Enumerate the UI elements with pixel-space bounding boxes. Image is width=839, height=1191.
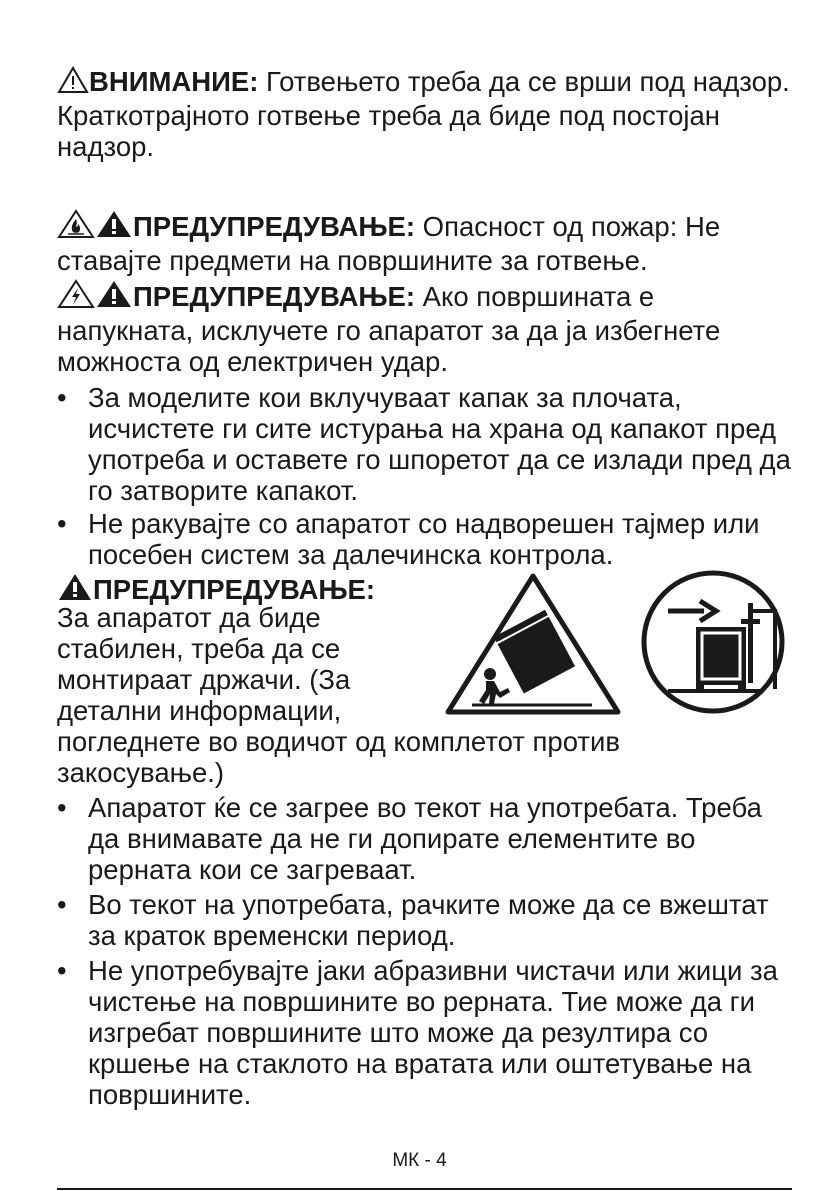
stability-warning-label: ПРЕДУПРЕДУВАЊЕ:: [93, 574, 376, 605]
list-item: [57, 955, 792, 1110]
bullet-icon: •: [57, 889, 67, 920]
warning-filled-icon: [95, 279, 133, 315]
electric-warning-text: Ако површината е напукната, исклучете го апаратот за да ја избегнете можноста од електричен удар.: [57, 281, 721, 377]
fire-hazard-icon: [57, 209, 95, 245]
list-item-text: Во текот на употребата, рачките може да се вжештат за краток временски период.: [88, 889, 769, 951]
caution-supervision: [57, 66, 792, 162]
stability-warning-text-continued: погледнете во водичот од комплетот против закосување.): [57, 726, 620, 788]
fire-warning-label: ПРЕДУПРЕДУВАЊЕ:: [133, 211, 416, 242]
bullet-icon: •: [57, 382, 67, 413]
anti-tip-bracket-icon: [640, 569, 786, 720]
stability-warning-text: За апаратот да биде стабилен, треба да се монтираат држачи. (За детални информации,: [57, 602, 351, 726]
page-number: МК - 4: [392, 1150, 447, 1171]
bullet-icon: •: [57, 508, 67, 539]
bullet-icon: •: [57, 955, 67, 986]
fire-warning-text: Опасност од пожар: Не ставајте предмети на површините за готвење.: [57, 211, 721, 276]
list-item-text: Не употребувајте јаки абразивни чистачи или жици за чистење на површините во рерната. Тие може да ги изгребат површините што може да резултира со кршење на стаклото на вратата или оштетување на површините.: [88, 955, 778, 1110]
list-item-text: За моделите кои вклучуваат капак за плочата, исчистете ги сите истурања на храна од капакот пред употреба и оставете го шпоретот да се излади пред да го затворите капакот.: [88, 382, 791, 506]
warning-outline-icon: [57, 66, 89, 100]
list-item: [57, 792, 792, 885]
fire-warning: [57, 209, 792, 276]
list-item: [57, 508, 792, 570]
caution-label: ВНИМАНИЕ:: [89, 66, 259, 97]
electric-shock-icon: [57, 279, 95, 315]
electric-warning: [57, 279, 792, 377]
electric-warning-label: ПРЕДУПРЕДУВАЊЕ:: [133, 281, 416, 312]
list-item-text: Не ракувајте со апаратот со надворешен тајмер или посебен систем за далечинска контрола.: [88, 508, 760, 570]
list-item: [57, 889, 792, 951]
footer-divider: [57, 1188, 792, 1190]
list-item: [57, 382, 792, 506]
tip-over-hazard-icon: [442, 570, 624, 723]
caution-text: Готвењето треба да се врши под надзор. Краткотрајното готвење треба да биде под постојан надзор.: [57, 66, 790, 162]
bullet-icon: •: [57, 792, 67, 823]
list-item-text: Апаратот ќе се загрее во текот на употребата. Треба да внимавате да не ги допирате елементите во рерната кои се загреваат.: [88, 792, 762, 885]
warning-filled-icon: [95, 209, 133, 245]
